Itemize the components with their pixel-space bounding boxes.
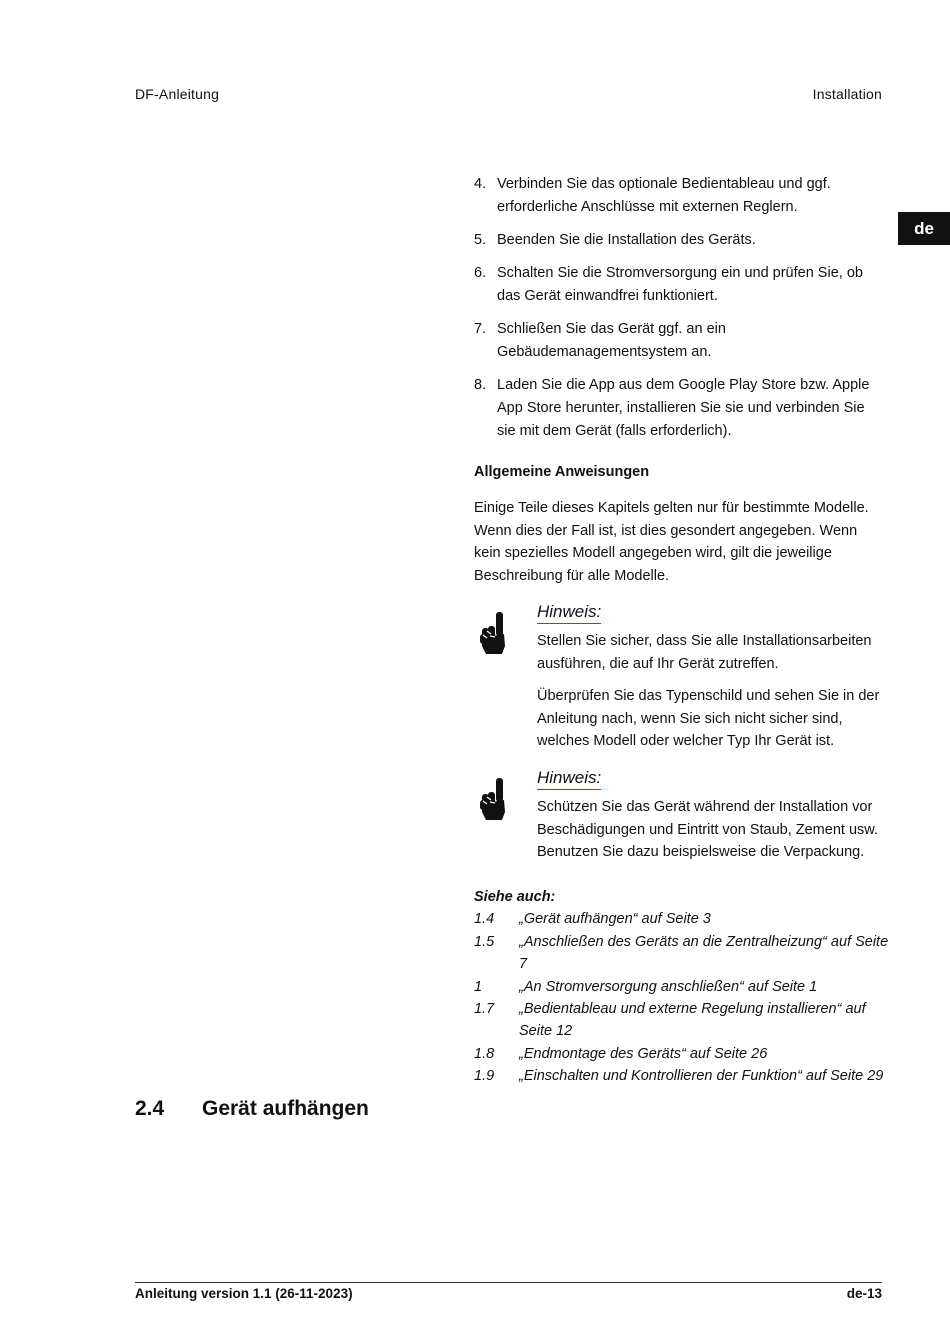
general-instructions-text: Einige Teile dieses Kapitels gelten nur für bestimmte Modelle. Wenn dies der Fall ist, ist dies gesondert angegeben. Wenn kein spezielles Modell angegeben wird, gilt die jeweilige Beschreibung für alle Modelle. bbox=[474, 500, 869, 584]
footer-version: Anleitung version 1.1 (26-11-2023) bbox=[135, 1286, 353, 1301]
section-heading bbox=[135, 1097, 369, 1121]
see-also-ref: 1.9 bbox=[474, 1068, 495, 1085]
see-also-link[interactable]: „An Stromversorgung anschließen“ auf Seite 1 bbox=[519, 978, 818, 995]
note-title: Hinweis: bbox=[537, 602, 601, 624]
see-also-ref: 1.5 bbox=[474, 933, 495, 950]
language-tab: de bbox=[898, 212, 950, 245]
section-title: Gerät aufhängen bbox=[202, 1097, 369, 1120]
list-item bbox=[474, 229, 884, 252]
list-item bbox=[474, 262, 884, 308]
step-text: Schließen Sie das Gerät ggf. an ein Gebäudemanagementsystem an. bbox=[497, 321, 726, 360]
footer-page-number: de-13 bbox=[846, 1286, 882, 1301]
step-number: 6. bbox=[474, 265, 487, 281]
see-also-item[interactable] bbox=[474, 908, 894, 930]
step-number: 8. bbox=[474, 377, 487, 393]
running-header-right: Installation bbox=[812, 86, 882, 102]
see-also-ref: 1.8 bbox=[474, 1045, 495, 1062]
footer-divider bbox=[135, 1282, 882, 1283]
installation-steps bbox=[474, 173, 884, 453]
note-title: Hinweis: bbox=[537, 768, 601, 790]
note-paragraph: Schützen Sie das Gerät während der Installation vor Beschädigungen und Eintritt von Staub, Zement usw. Benutzen Sie dazu beispielsweise die Verpackung. bbox=[537, 799, 878, 861]
see-also-link[interactable]: „Endmontage des Geräts“ auf Seite 26 bbox=[519, 1045, 768, 1062]
list-item bbox=[474, 374, 884, 443]
see-also-link[interactable]: „Gerät aufhängen“ auf Seite 3 bbox=[519, 911, 711, 928]
pointing-hand-icon bbox=[478, 776, 510, 822]
list-item bbox=[474, 173, 884, 219]
see-also-label: Siehe auch: bbox=[474, 889, 556, 905]
step-text: Laden Sie die App aus dem Google Play Store bzw. Apple App Store herunter, installieren Sie sie und verbinden Sie sie mit dem Gerät (falls erforderlich). bbox=[497, 377, 870, 439]
running-header-left: DF-Anleitung bbox=[135, 86, 220, 102]
see-also bbox=[474, 886, 894, 1088]
general-instructions-heading: Allgemeine Anweisungen bbox=[474, 464, 650, 480]
see-also-link[interactable]: „Bedientableau und externe Regelung installieren“ auf Seite 12 bbox=[519, 1001, 866, 1040]
see-also-ref: 1 bbox=[474, 978, 483, 995]
see-also-link[interactable]: „Einschalten und Kontrollieren der Funktion“ auf Seite 29 bbox=[519, 1068, 884, 1085]
see-also-ref: 1.7 bbox=[474, 1001, 495, 1018]
see-also-item[interactable] bbox=[474, 976, 894, 998]
step-text: Schalten Sie die Stromversorgung ein und prüfen Sie, ob das Gerät einwandfrei funktioniert. bbox=[497, 265, 863, 304]
note-paragraph: Überprüfen Sie das Typenschild und sehen Sie in der Anleitung nach, wenn Sie sich nicht sicher sind, welches Modell oder welcher Typ Ihr Gerät ist. bbox=[537, 688, 880, 750]
list-item bbox=[474, 318, 884, 364]
step-number: 7. bbox=[474, 321, 487, 337]
see-also-item[interactable] bbox=[474, 931, 894, 976]
step-number: 5. bbox=[474, 232, 487, 248]
see-also-link[interactable]: „Anschließen des Geräts an die Zentralheizung“ auf Seite 7 bbox=[519, 933, 889, 973]
step-text: Verbinden Sie das optionale Bedientableau und ggf. erforderliche Anschlüsse mit externen Reglern. bbox=[497, 176, 831, 215]
pointing-hand-icon bbox=[478, 610, 510, 656]
section-number: 2.4 bbox=[135, 1097, 165, 1120]
see-also-ref: 1.4 bbox=[474, 911, 495, 928]
see-also-item[interactable] bbox=[474, 998, 894, 1043]
note-paragraph: Stellen Sie sicher, dass Sie alle Installationsarbeiten ausführen, die auf Ihr Gerät zutreffen. bbox=[537, 633, 872, 672]
see-also-item[interactable] bbox=[474, 1043, 894, 1065]
see-also-item[interactable] bbox=[474, 1065, 894, 1087]
step-number: 4. bbox=[474, 176, 487, 192]
step-text: Beenden Sie die Installation des Geräts. bbox=[497, 232, 756, 248]
